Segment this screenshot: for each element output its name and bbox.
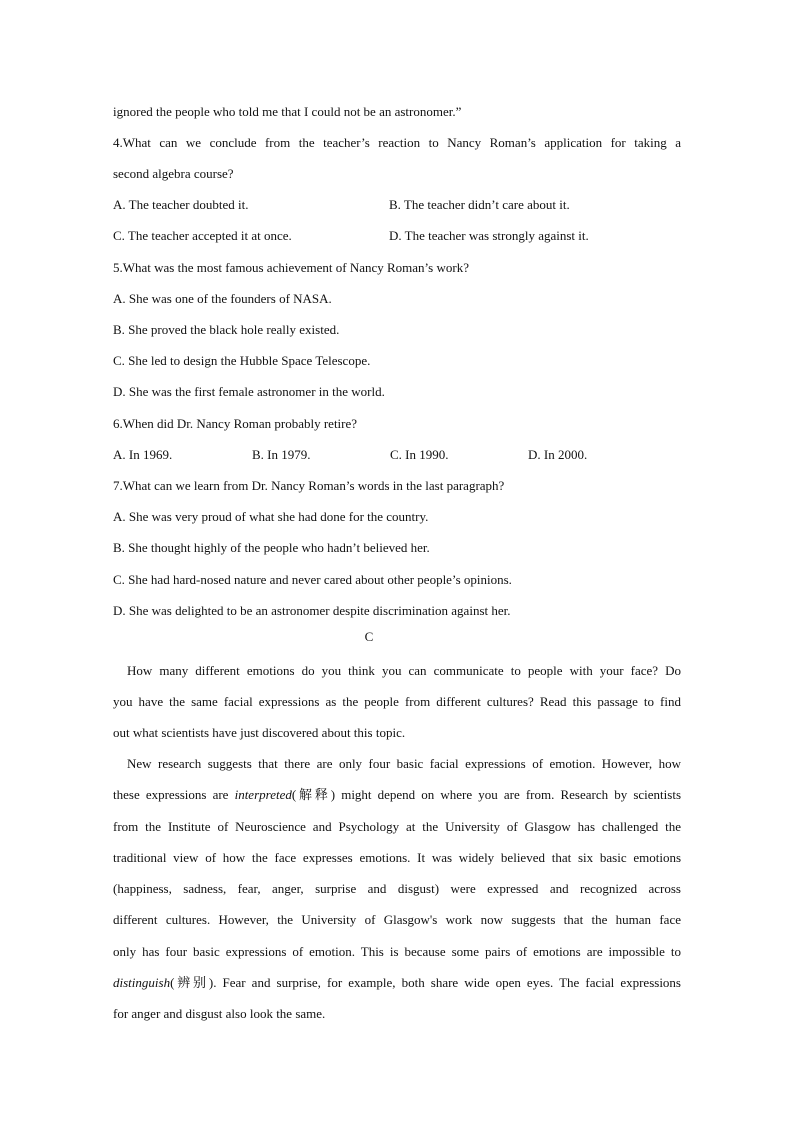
- intro-line: ignored the people who told me that I could not be an astronomer.”: [113, 104, 462, 119]
- question-5-option-b: B. She proved the black hole really existed.: [113, 322, 340, 337]
- question-4-option-c: C. The teacher accepted it at once.: [113, 228, 292, 243]
- passage-c-para1-line2: you have the same facial expressions as the people from different cultures? Read this passage to find: [113, 694, 681, 709]
- question-7-option-d: D. She was delighted to be an astronomer despite discrimination against her.: [113, 603, 511, 618]
- question-7-stem: 7.What can we learn from Dr. Nancy Roman’s words in the last paragraph?: [113, 478, 505, 493]
- question-6-option-a: A. In 1969.: [113, 447, 173, 462]
- passage-c-para1-line1: How many different emotions do you think you can communicate to people with your face? Do: [127, 663, 681, 678]
- question-7-option-b: B. She thought highly of the people who hadn’t believed her.: [113, 540, 430, 555]
- passage-c-para2-line6: different cultures. However, the University of Glasgow's work now suggests that the human face: [113, 912, 681, 927]
- passage-c-para1-line3: out what scientists have just discovered about this topic.: [113, 725, 406, 740]
- question-4-option-b: B. The teacher didn’t care about it.: [389, 197, 570, 212]
- passage-c-para2-line2: these expressions are interpreted(解释) might depend on where you are from. Research by scientists: [113, 787, 682, 802]
- passage-c-para2-line8: distinguish(辨别). Fear and surprise, for example, both share wide open eyes. The facial expressions: [113, 975, 681, 990]
- question-6-option-c: C. In 1990.: [390, 447, 449, 462]
- passage-c-para2-line3: from the Institute of Neuroscience and Psychology at the University of Glasgow has challenged the: [113, 819, 681, 834]
- question-6-option-d: D. In 2000.: [528, 447, 588, 462]
- question-4-stem: 4.What can we conclude from the teacher’s reaction to Nancy Roman’s application for taking a: [113, 135, 681, 150]
- passage-c-para2-line7: only has four basic expressions of emotion. This is because some pairs of emotions are impossible to: [113, 944, 681, 959]
- question-5-option-c: C. She led to design the Hubble Space Telescope.: [113, 353, 371, 368]
- passage-c-para2-line4: traditional view of how the face expresses emotions. It was widely believed that six basic emotions: [113, 850, 681, 865]
- passage-c-para2-line9: for anger and disgust also look the same.: [113, 1006, 326, 1021]
- question-4-option-a: A. The teacher doubted it.: [113, 197, 249, 212]
- question-7-option-c: C. She had hard-nosed nature and never cared about other people’s opinions.: [113, 572, 512, 587]
- question-4-stem-cont: second algebra course?: [113, 166, 234, 181]
- section-heading-c: C: [364, 629, 374, 644]
- question-5-option-a: A. She was one of the founders of NASA.: [113, 291, 332, 306]
- passage-c-para2-line1: New research suggests that there are only four basic facial expressions of emotion. However, how: [127, 756, 681, 771]
- question-5-option-d: D. She was the first female astronomer in the world.: [113, 384, 385, 399]
- passage-c-para2-line5: (happiness, sadness, fear, anger, surprise and disgust) were expressed and recognized across: [113, 881, 681, 896]
- term-distinguish: distinguish: [113, 975, 171, 990]
- question-6-stem: 6.When did Dr. Nancy Roman probably retire?: [113, 416, 358, 431]
- question-6-option-b: B. In 1979.: [252, 447, 311, 462]
- term-interpreted: interpreted: [234, 787, 292, 802]
- question-7-option-a: A. She was very proud of what she had done for the country.: [113, 509, 429, 524]
- question-4-option-d: D. The teacher was strongly against it.: [389, 228, 589, 243]
- question-5-stem: 5.What was the most famous achievement of Nancy Roman’s work?: [113, 260, 469, 275]
